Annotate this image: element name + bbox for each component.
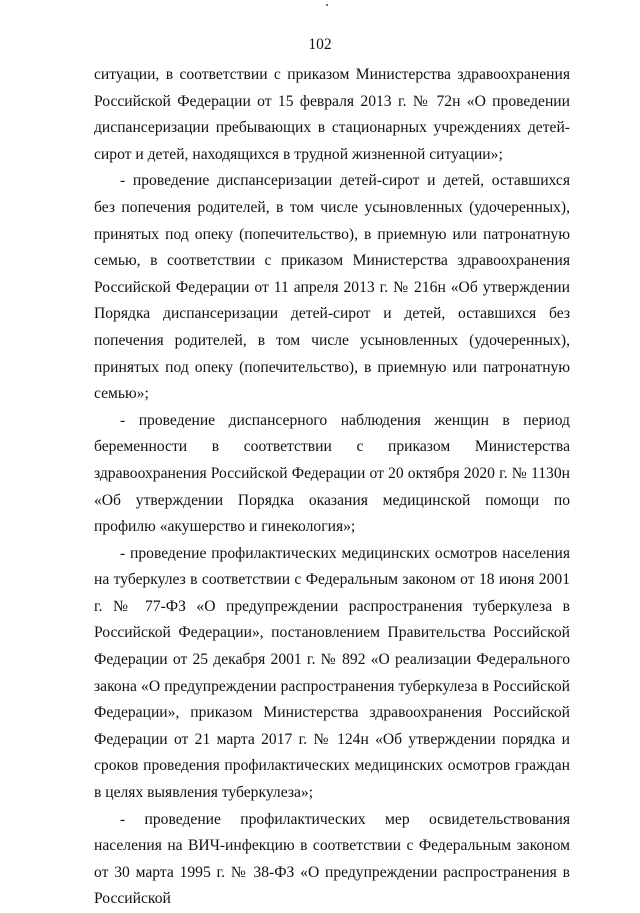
paragraph-orphans-dispensarization: - проведение диспансеризации детей-сирот и детей, оставшихся без попечения родителей, в том числе усыновленных (удочеренных), принятых под опеку (попечительство), в приемную или патронатную семью, в соответствии с приказом Министерства здравоохранения Российской Федерации от 11 апреля 2013 г. № 216н «Об утверждении Порядка диспансеризации детей-сирот и детей, оставшихся без попечения родителей, в том числе усыновленных (удочеренных), принятых под опеку (попечительство), в приемную или патронатную семью»; — [94, 172, 570, 403]
scan-dot-mark — [326, 4, 328, 6]
paragraph-hiv-testing: - проведение профилактических мер освидетельствования населения на ВИЧ-инфекцию в соответствии с Федеральным законом от 30 марта 1995 г. № 38-ФЗ «О предупреждении распространения в Российской — [94, 810, 570, 908]
document-body — [94, 62, 570, 913]
paragraph-tuberculosis-exams: - проведение профилактических медицинских осмотров населения на туберкулез в соответствии с Федеральным законом от 18 июня 2001 г. № 77-ФЗ «О предупреждении распространения туберкулеза в Российской Федерации», постановлением Правительства Российской Федерации от 25 декабря 2001 г. № 892 «О реализации Федерального закона «О предупреждении распространения туберкулеза в Российской Федерации», приказом Министерства здравоохранения Российской Федерации от 21 марта 2017 г. № 124н «Об утверждении порядка и сроков проведения профилактических медицинских осмотров граждан в целях выявления туберкулеза»; — [94, 544, 570, 802]
paragraph-continuation: ситуации, в соответствии с приказом Министерства здравоохранения Российской Федерации от 15 февраля 2013 г. № 72н «О проведении диспансеризации пребывающих в стационарных учреждениях детей-сирот и детей, находящихся в трудной жизненной ситуации»; — [94, 66, 570, 163]
page-number: 102 — [308, 36, 332, 53]
paragraph-pregnancy-observation: - проведение диспансерного наблюдения женщин в период беременности в соответствии с приказом Министерства здравоохранения Российской Федерации от 20 октября 2020 г. № 1130н «Об утверждении Порядка оказания медицинской помощи по профилю «акушерство и гинекология»; — [94, 411, 570, 536]
